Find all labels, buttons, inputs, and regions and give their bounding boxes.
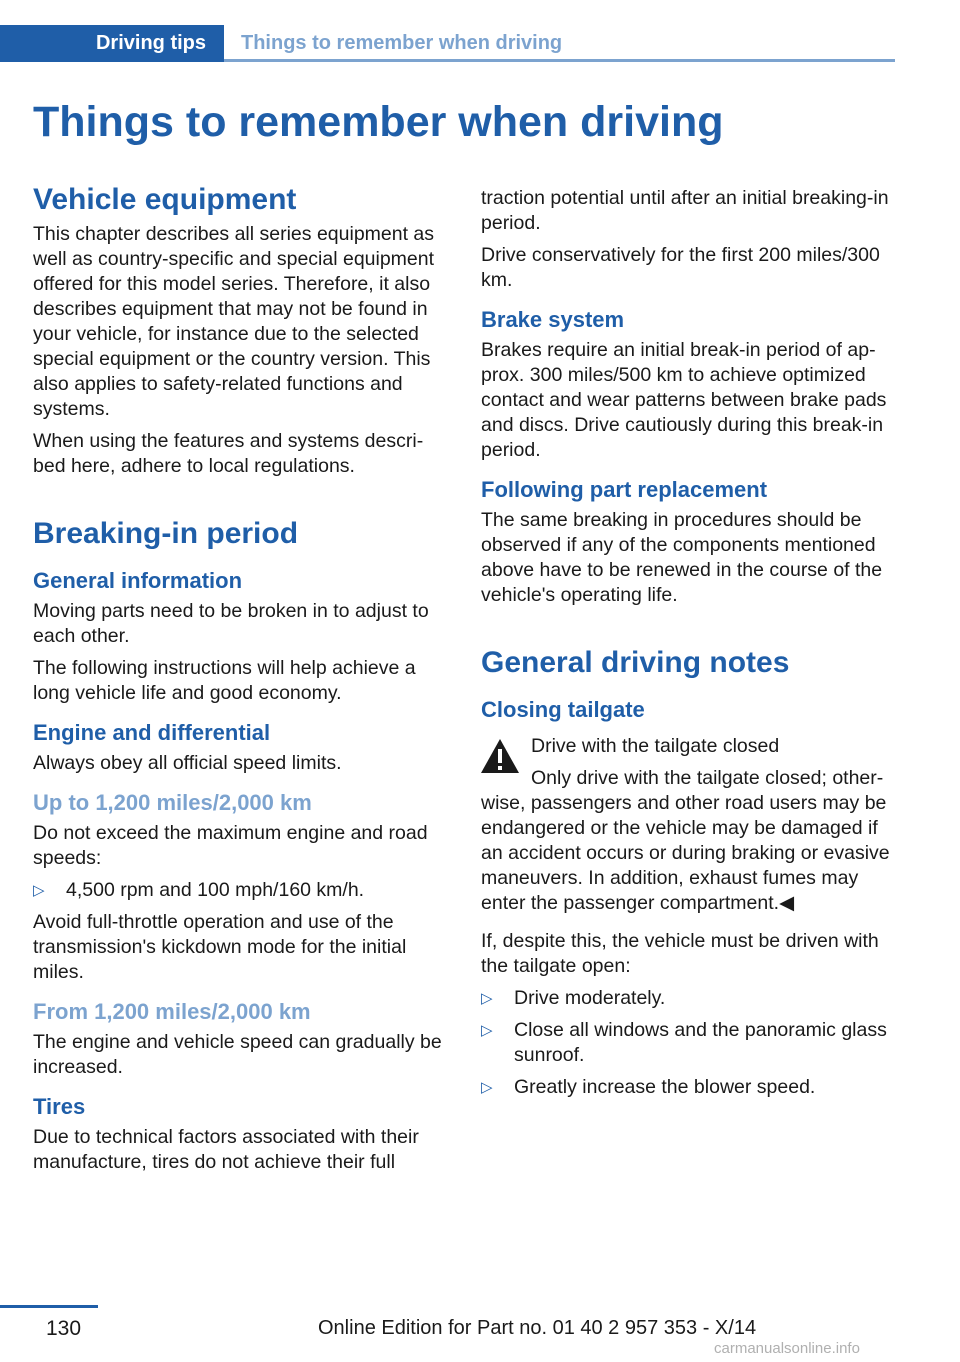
list-item-text: Drive moderately. <box>514 987 666 1009</box>
section-tab-label: Driving tips <box>95 32 206 54</box>
paragraph: This chapter describes all series equipment as well as country-specific and special equipment offered for this model series. Therefore, it also describes equipment that may not be found in your vehicle, for instance due to the selected special equipment or the country version. This also applies to safety-related functions and systems. <box>33 223 435 420</box>
paragraph: traction potential until after an initial breaking-in period. <box>481 187 889 234</box>
heading-vehicle-equipment: Vehicle equipment <box>33 183 297 216</box>
edition-footer: Online Edition for Part no. 01 40 2 957 353 - X/14 <box>318 1317 757 1339</box>
page-number: 130 <box>46 1317 82 1340</box>
header-divider <box>224 59 895 62</box>
bullet-list <box>481 986 897 1100</box>
paragraph: The engine and vehicle speed can gradually be increased. <box>33 1031 442 1078</box>
heading-engine-differential: Engine and differential <box>33 720 271 745</box>
heading-closing-tailgate: Closing tailgate <box>481 697 645 722</box>
list-item <box>481 986 897 1011</box>
paragraph: Always obey all official speed limits. <box>33 752 342 774</box>
section-tab-driving-tips[interactable] <box>0 25 224 62</box>
paragraph: Avoid full-throttle operation and use of the transmission's kickdown mode for the initial miles. <box>33 911 407 983</box>
bullet-triangle-icon: ▷ <box>481 990 493 1007</box>
bullet-triangle-icon: ▷ <box>481 1022 493 1039</box>
paragraph: The following instructions will help achieve a long vehicle life and good economy. <box>33 657 416 704</box>
paragraph: Brakes require an initial break-in period of approx. 300 miles/500 km to achieve optimized contact and wear patterns between brake pads and discs. Drive cautiously during this break-in period. <box>481 339 887 461</box>
paragraph: When using the features and systems described here, adhere to local regulations. <box>33 430 424 477</box>
bullet-triangle-icon: ▷ <box>481 1079 493 1096</box>
warning-block <box>481 734 897 766</box>
heading-tires: Tires <box>33 1094 86 1119</box>
paragraph: Do not exceed the maximum engine and road speeds: <box>33 822 428 869</box>
warning-text: Only drive with the tailgate closed; otherwise, passengers and other road users may be endangered or the vehicle may be damaged if an accident occurs or during braking or evasive maneuvers. In addition, exhaust fumes may enter the passenger compartment.◀ <box>481 767 890 914</box>
list-item-text: 4,500 rpm and 100 mph/160 km/h. <box>66 879 365 901</box>
header-bar <box>0 25 895 62</box>
warning-triangle-icon <box>480 738 520 774</box>
list-item <box>481 1018 897 1068</box>
list-item-text: Close all windows and the panoramic glass sunroof. <box>514 1019 887 1066</box>
paragraph: If, despite this, the vehicle must be driven with the tailgate open: <box>481 930 879 977</box>
paragraph: Drive conservatively for the first 200 miles/300 km. <box>481 244 880 291</box>
heading-from-1200-miles: From 1,200 miles/2,000 km <box>33 999 311 1024</box>
list-item <box>481 1075 897 1100</box>
heading-breaking-in-period: Breaking-in period <box>33 517 299 550</box>
heading-general-driving-notes: General driving notes <box>481 646 790 679</box>
heading-following-part-replacement: Following part replacement <box>481 477 768 502</box>
right-column <box>481 182 897 1100</box>
list-item-text: Greatly increase the blower speed. <box>514 1076 816 1098</box>
paragraph: The same breaking in procedures should be observed if any of the components mentioned above have to be renewed in the course of the vehicle's operating life. <box>481 509 883 606</box>
footer-divider <box>0 1305 98 1308</box>
heading-general-information: General information <box>33 568 243 593</box>
heading-up-to-1200-miles: Up to 1,200 miles/2,000 km <box>33 790 312 815</box>
warning-title: Drive with the tailgate closed <box>531 735 780 757</box>
paragraph: Due to technical factors associated with their manufacture, tires do not achieve their full <box>33 1126 419 1173</box>
heading-brake-system: Brake system <box>481 307 625 332</box>
list-item <box>33 878 449 903</box>
watermark: carmanualsonline.info <box>714 1340 860 1357</box>
left-column <box>33 182 449 1175</box>
subsection-tab-label: Things to remember when driving <box>241 32 563 54</box>
page-title: Things to remember when driving <box>33 98 724 146</box>
paragraph: Moving parts need to be broken in to adjust to each other. <box>33 600 429 647</box>
subsection-tab[interactable] <box>224 25 562 62</box>
bullet-triangle-icon: ▷ <box>33 882 45 899</box>
